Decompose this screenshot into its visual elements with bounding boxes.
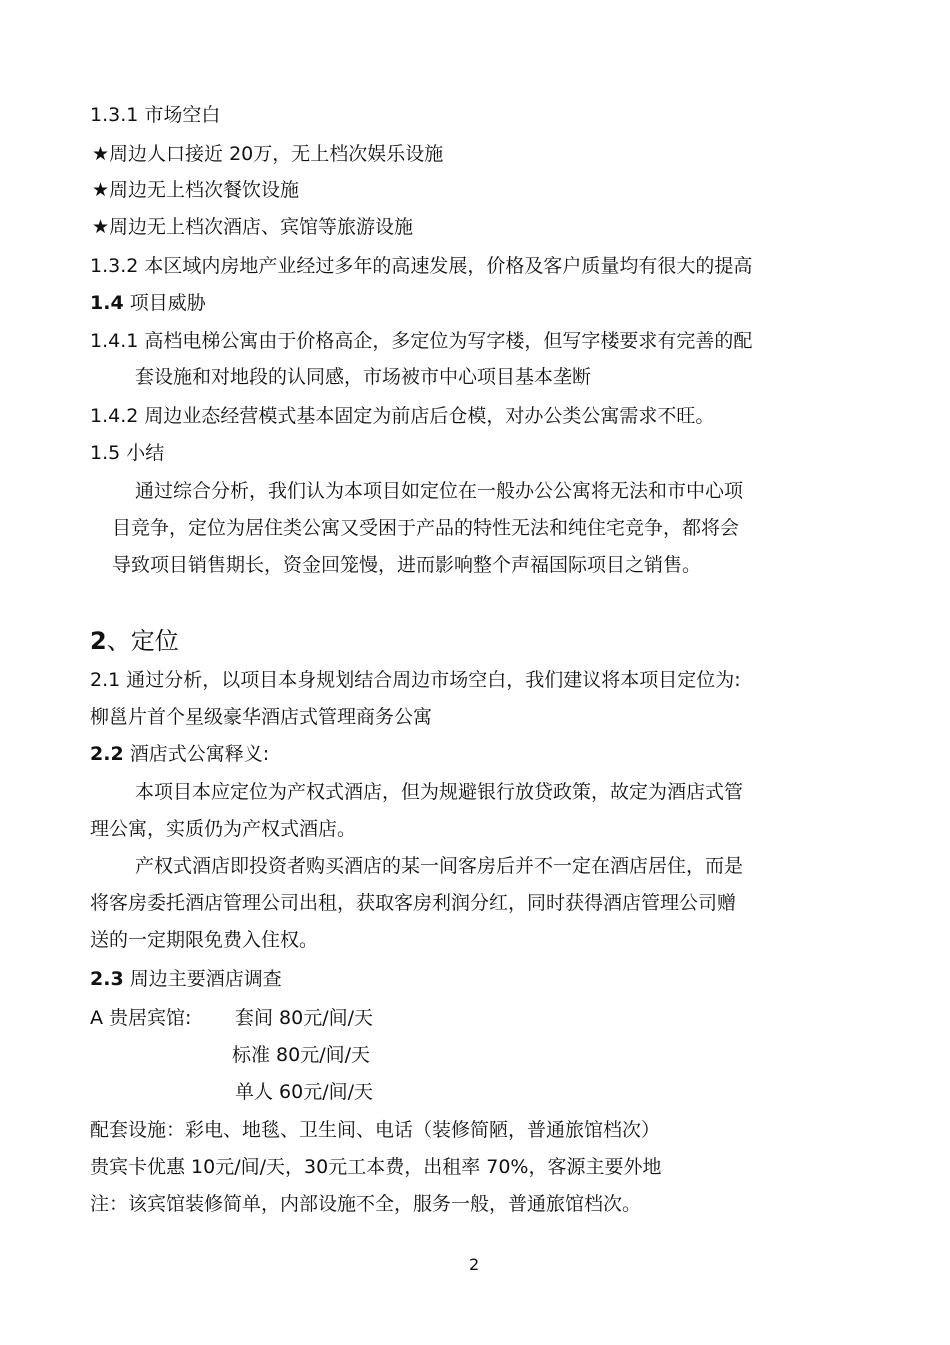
para-2-2-b-line2: 将客房委托酒店管理公司出租，获取客房利润分红，同时获得酒店管理公司赠 <box>90 892 737 914</box>
heading-1-5: 1.5 小结 <box>90 442 165 464</box>
heading-2-2-number: 2.2 <box>90 743 124 765</box>
para-1-3-2: 1.3.2 本区域内房地产业经过多年的高速发展，价格及客户质量均有很大的提高 <box>90 255 753 277</box>
para-2-1: 2.1 通过分析，以项目本身规划结合周边市场空白，我们建议将本项目定位为: <box>90 669 741 691</box>
para-1-4-1-line1: 1.4.1 高档电梯公寓由于价格高企，多定位为写字楼，但写字楼要求有完善的配 <box>90 330 753 352</box>
hotel-a-vip-discount: 贵宾卡优惠 10元/间/天，30元工本费，出租率 70%，客源主要外地 <box>90 1156 662 1178</box>
section-2-heading <box>90 626 179 656</box>
positioning-statement: 柳邕片首个星级豪华酒店式管理商务公寓 <box>90 706 433 728</box>
para-2-2-a-line1: 本项目本应定位为产权式酒店，但为规避银行放贷政策，故定为酒店式管 <box>135 781 744 803</box>
page-number: 2 <box>469 1255 480 1274</box>
bullet-hotel: ★周边无上档次酒店、宾馆等旅游设施 <box>92 216 414 238</box>
para-1-4-2: 1.4.2 周边业态经营模式基本固定为前店后仓模，对办公类公寓需求不旺。 <box>90 405 715 427</box>
hotel-a-note: 注：该宾馆装修简单，内部设施不全，服务一般，普通旅馆档次。 <box>90 1193 642 1215</box>
section-2-number: 2 <box>90 627 107 655</box>
heading-1-4-text: 项目威胁 <box>129 292 206 314</box>
heading-2-3 <box>90 966 282 992</box>
heading-2-3-number: 2.3 <box>90 968 124 990</box>
heading-2-2-text: 酒店式公寓释义: <box>129 743 270 765</box>
para-1-4-1-line2: 套设施和对地段的认同感，市场被市中心项目基本垄断 <box>135 366 592 388</box>
hotel-a-rate-suite: 套间 80元/间/天 <box>235 1007 374 1029</box>
hotel-a-facilities: 配套设施：彩电、地毯、卫生间、电话（装修简陋，普通旅馆档次） <box>90 1119 661 1141</box>
para-2-2-b-line1: 产权式酒店即投资者购买酒店的某一间客房后并不一定在酒店居住，而是 <box>135 855 744 877</box>
para-2-2-a-line2: 理公寓，实质仍为产权式酒店。 <box>90 818 357 840</box>
summary-line2: 目竞争，定位为居住类公寓又受困于产品的特性无法和纯住宅竞争，都将会 <box>112 517 740 539</box>
bullet-dining: ★周边无上档次餐饮设施 <box>92 179 300 201</box>
summary-line3: 导致项目销售期长，资金回笼慢，进而影响整个声福国际项目之销售。 <box>112 554 702 576</box>
heading-2-2 <box>90 741 269 767</box>
section-2-title: 、定位 <box>106 627 179 655</box>
heading-1-4-number: 1.4 <box>90 292 124 314</box>
heading-1-3-1: 1.3.1 市场空白 <box>90 104 221 126</box>
hotel-a-rate-standard: 标准 80元/间/天 <box>232 1044 371 1066</box>
bullet-population: ★周边人口接近 20万，无上档次娱乐设施 <box>92 143 444 165</box>
heading-2-3-text: 周边主要酒店调查 <box>129 968 282 990</box>
heading-1-4 <box>90 290 206 316</box>
hotel-a-rate-single: 单人 60元/间/天 <box>235 1081 374 1103</box>
para-2-2-b-line3: 送的一定期限免费入住权。 <box>90 929 319 951</box>
summary-line1: 通过综合分析，我们认为本项目如定位在一般办公公寓将无法和市中心项 <box>135 480 744 502</box>
hotel-a-name: A 贵居宾馆: <box>90 1007 192 1029</box>
